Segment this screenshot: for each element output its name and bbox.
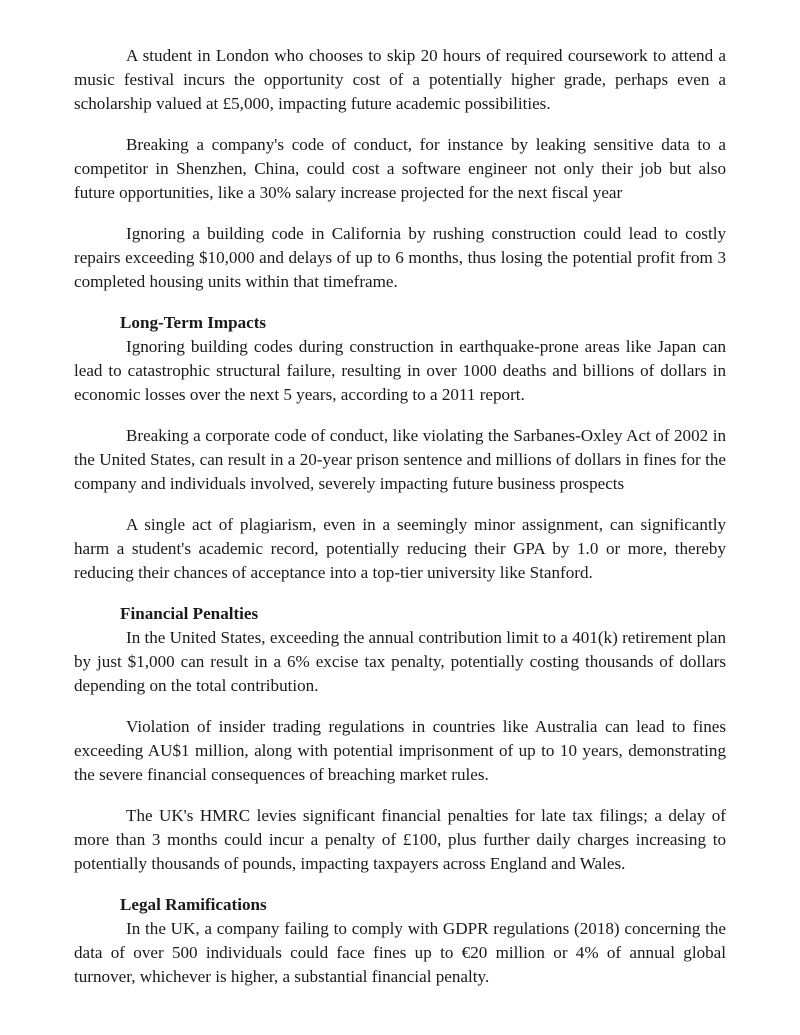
section-heading-legal-ramifications: Legal Ramifications (120, 895, 267, 914)
body-paragraph: A student in London who chooses to skip 20 hours of required coursework to attend a music festival incurs the opportunity cost of a potentially higher grade, perhaps even a scholarship valued at £5,000, impacting future academic possibilities. (74, 46, 726, 113)
body-paragraph: In the UK, a company failing to comply with GDPR regulations (2018) concerning the data of over 500 individuals could face fines up to €20 million or 4% of annual global turnover, whichever is higher, a substantial financial penalty. (74, 919, 726, 986)
body-paragraph: The UK's HMRC levies significant financial penalties for late tax filings; a delay of more than 3 months could incur a penalty of £100, plus further daily charges increasing to potentially thousands of pounds, impacting taxpayers across England and Wales. (74, 806, 726, 873)
body-paragraph: Ignoring a building code in California by rushing construction could lead to costly repairs exceeding $10,000 and delays of up to 6 months, thus losing the potential profit from 3 completed housing units within that timeframe. (74, 224, 726, 291)
body-paragraph: Ignoring building codes during construction in earthquake-prone areas like Japan can lead to catastrophic structural failure, resulting in over 1000 deaths and billions of dollars in economic losses over the next 5 years, according to a 2011 report. (74, 337, 726, 404)
financial-penalties-section (74, 602, 726, 876)
body-paragraph: A single act of plagiarism, even in a seemingly minor assignment, can significantly harm a student's academic record, potentially reducing their GPA by 1.0 or more, thereby reducing their chances of acceptance into a top-tier university like Stanford. (74, 515, 726, 582)
section-heading-financial-penalties: Financial Penalties (120, 604, 259, 623)
body-paragraph: In the United States, exceeding the annual contribution limit to a 401(k) retirement plan by just $1,000 can result in a 6% excise tax penalty, potentially costing thousands of dollars depending on the total contribution. (74, 628, 727, 695)
long-term-impacts-section (74, 311, 726, 585)
section-heading-long-term-impacts: Long-Term Impacts (120, 313, 267, 332)
legal-ramifications-section (74, 893, 726, 989)
body-paragraph: Breaking a corporate code of conduct, like violating the Sarbanes-Oxley Act of 2002 in the United States, can result in a 20-year prison sentence and millions of dollars in fines for the company and individuals involved, severely impacting future business prospects (74, 426, 726, 493)
document-page (74, 44, 726, 989)
body-paragraph: Violation of insider trading regulations in countries like Australia can lead to fines exceeding AU$1 million, along with potential imprisonment of up to 10 years, demonstrating the severe financial consequences of breaching market rules. (74, 717, 726, 784)
body-paragraph: Breaking a company's code of conduct, for instance by leaking sensitive data to a competitor in Shenzhen, China, could cost a software engineer not only their job but also future opportunities, like a 30% salary increase projected for the next fiscal year (74, 135, 726, 202)
intro-section (74, 44, 726, 294)
